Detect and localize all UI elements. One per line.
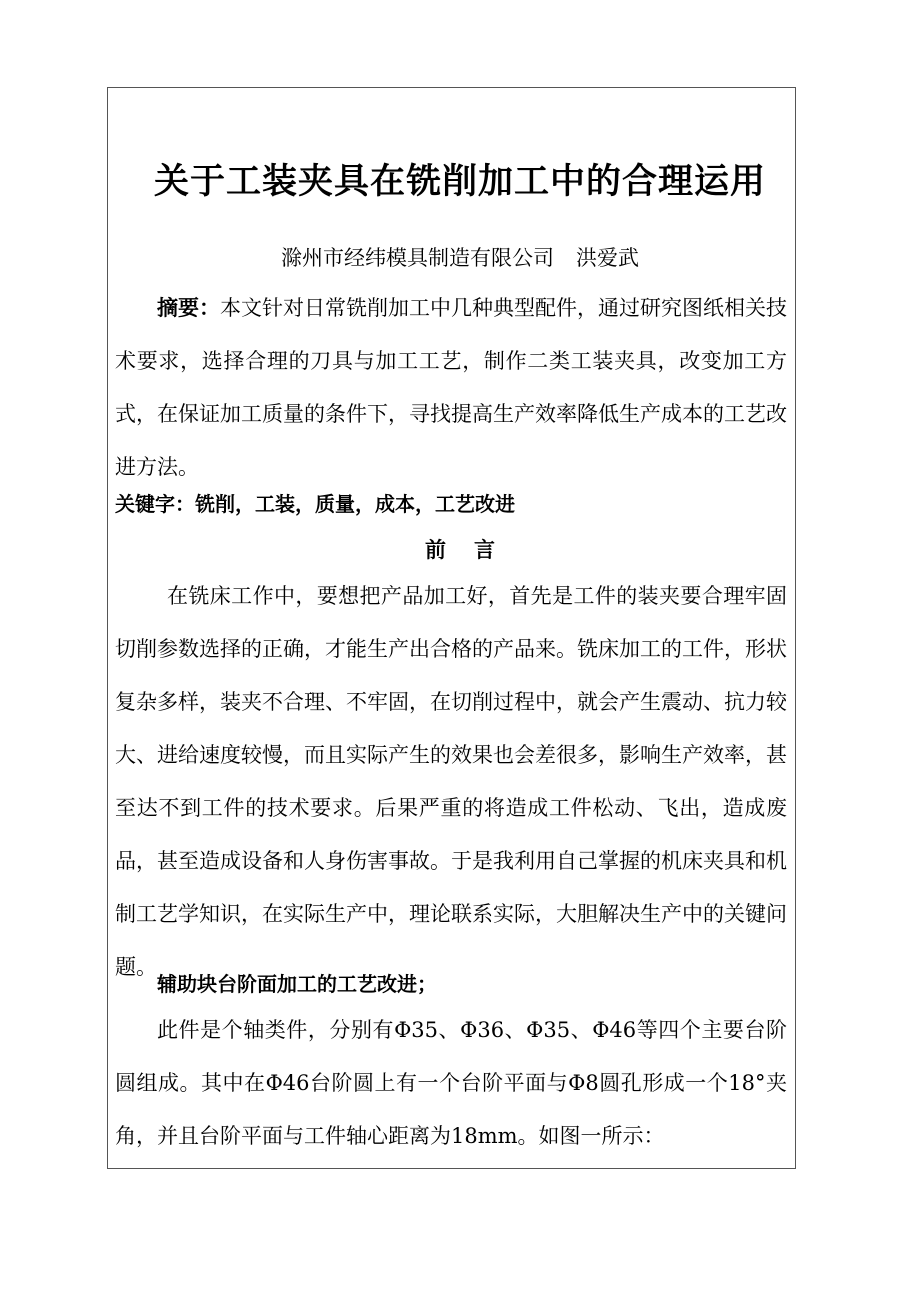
keywords-line: 关键字：铣削，工装，质量，成本，工艺改进 [115, 492, 515, 516]
document-title: 关于工装夹具在铣削加工中的合理运用 [153, 162, 766, 202]
abstract-text: 本文针对日常铣削加工中几种典型配件，通过研究图纸相关技术要求，选择合理的刀具与加工工艺，制作二类工装夹具，改变加工方式，在保证加工质量的条件下，寻找提高生产效率降低生产成本的工艺改进方法。 [115, 296, 787, 479]
section-heading-preface [0, 530, 920, 570]
body-paragraph-2: 此件是个轴类件，分别有Φ35、Φ36、Φ35、Φ46等四个主要台阶圆组成。其中在Φ46台阶圆上有一个台阶平面与Φ8圆孔形成一个18°夹角，并且台阶平面与工件轴心距离为18mm。如图一所示： [115, 1018, 788, 1148]
section-heading-char-2: 言 [474, 538, 495, 562]
intro-paragraph: 在铣床工作中，要想把产品加工好，首先是工件的装夹要合理牢固切削参数选择的正确，才能生产出合格的产品来。铣床加工的工件，形状复杂多样，装夹不合理、不牢固，在切削过程中，就会产生震动、抗力较大、进给速度较慢，而且实际产生的效果也会差很多，影响生产效率，甚至达不到工件的技术要求。后果严重的将造成工件松动、飞出，造成废品，甚至造成设备和人身伤害事故。于是我利用自己掌握的机床夹具和机制工艺学知识，在实际生产中，理论联系实际，大胆解决生产中的关键问题。 [115, 584, 787, 979]
author-name: 洪爱武 [576, 246, 639, 270]
section-heading-char-1: 前 [425, 538, 446, 562]
author-organization: 滁州市经纬模具制造有限公司 [281, 246, 554, 270]
subheading: 辅助块台阶面加工的工艺改进； [157, 972, 437, 996]
abstract-paragraph [115, 282, 787, 494]
abstract-label: 摘要： [157, 296, 220, 320]
author-line [0, 242, 920, 274]
